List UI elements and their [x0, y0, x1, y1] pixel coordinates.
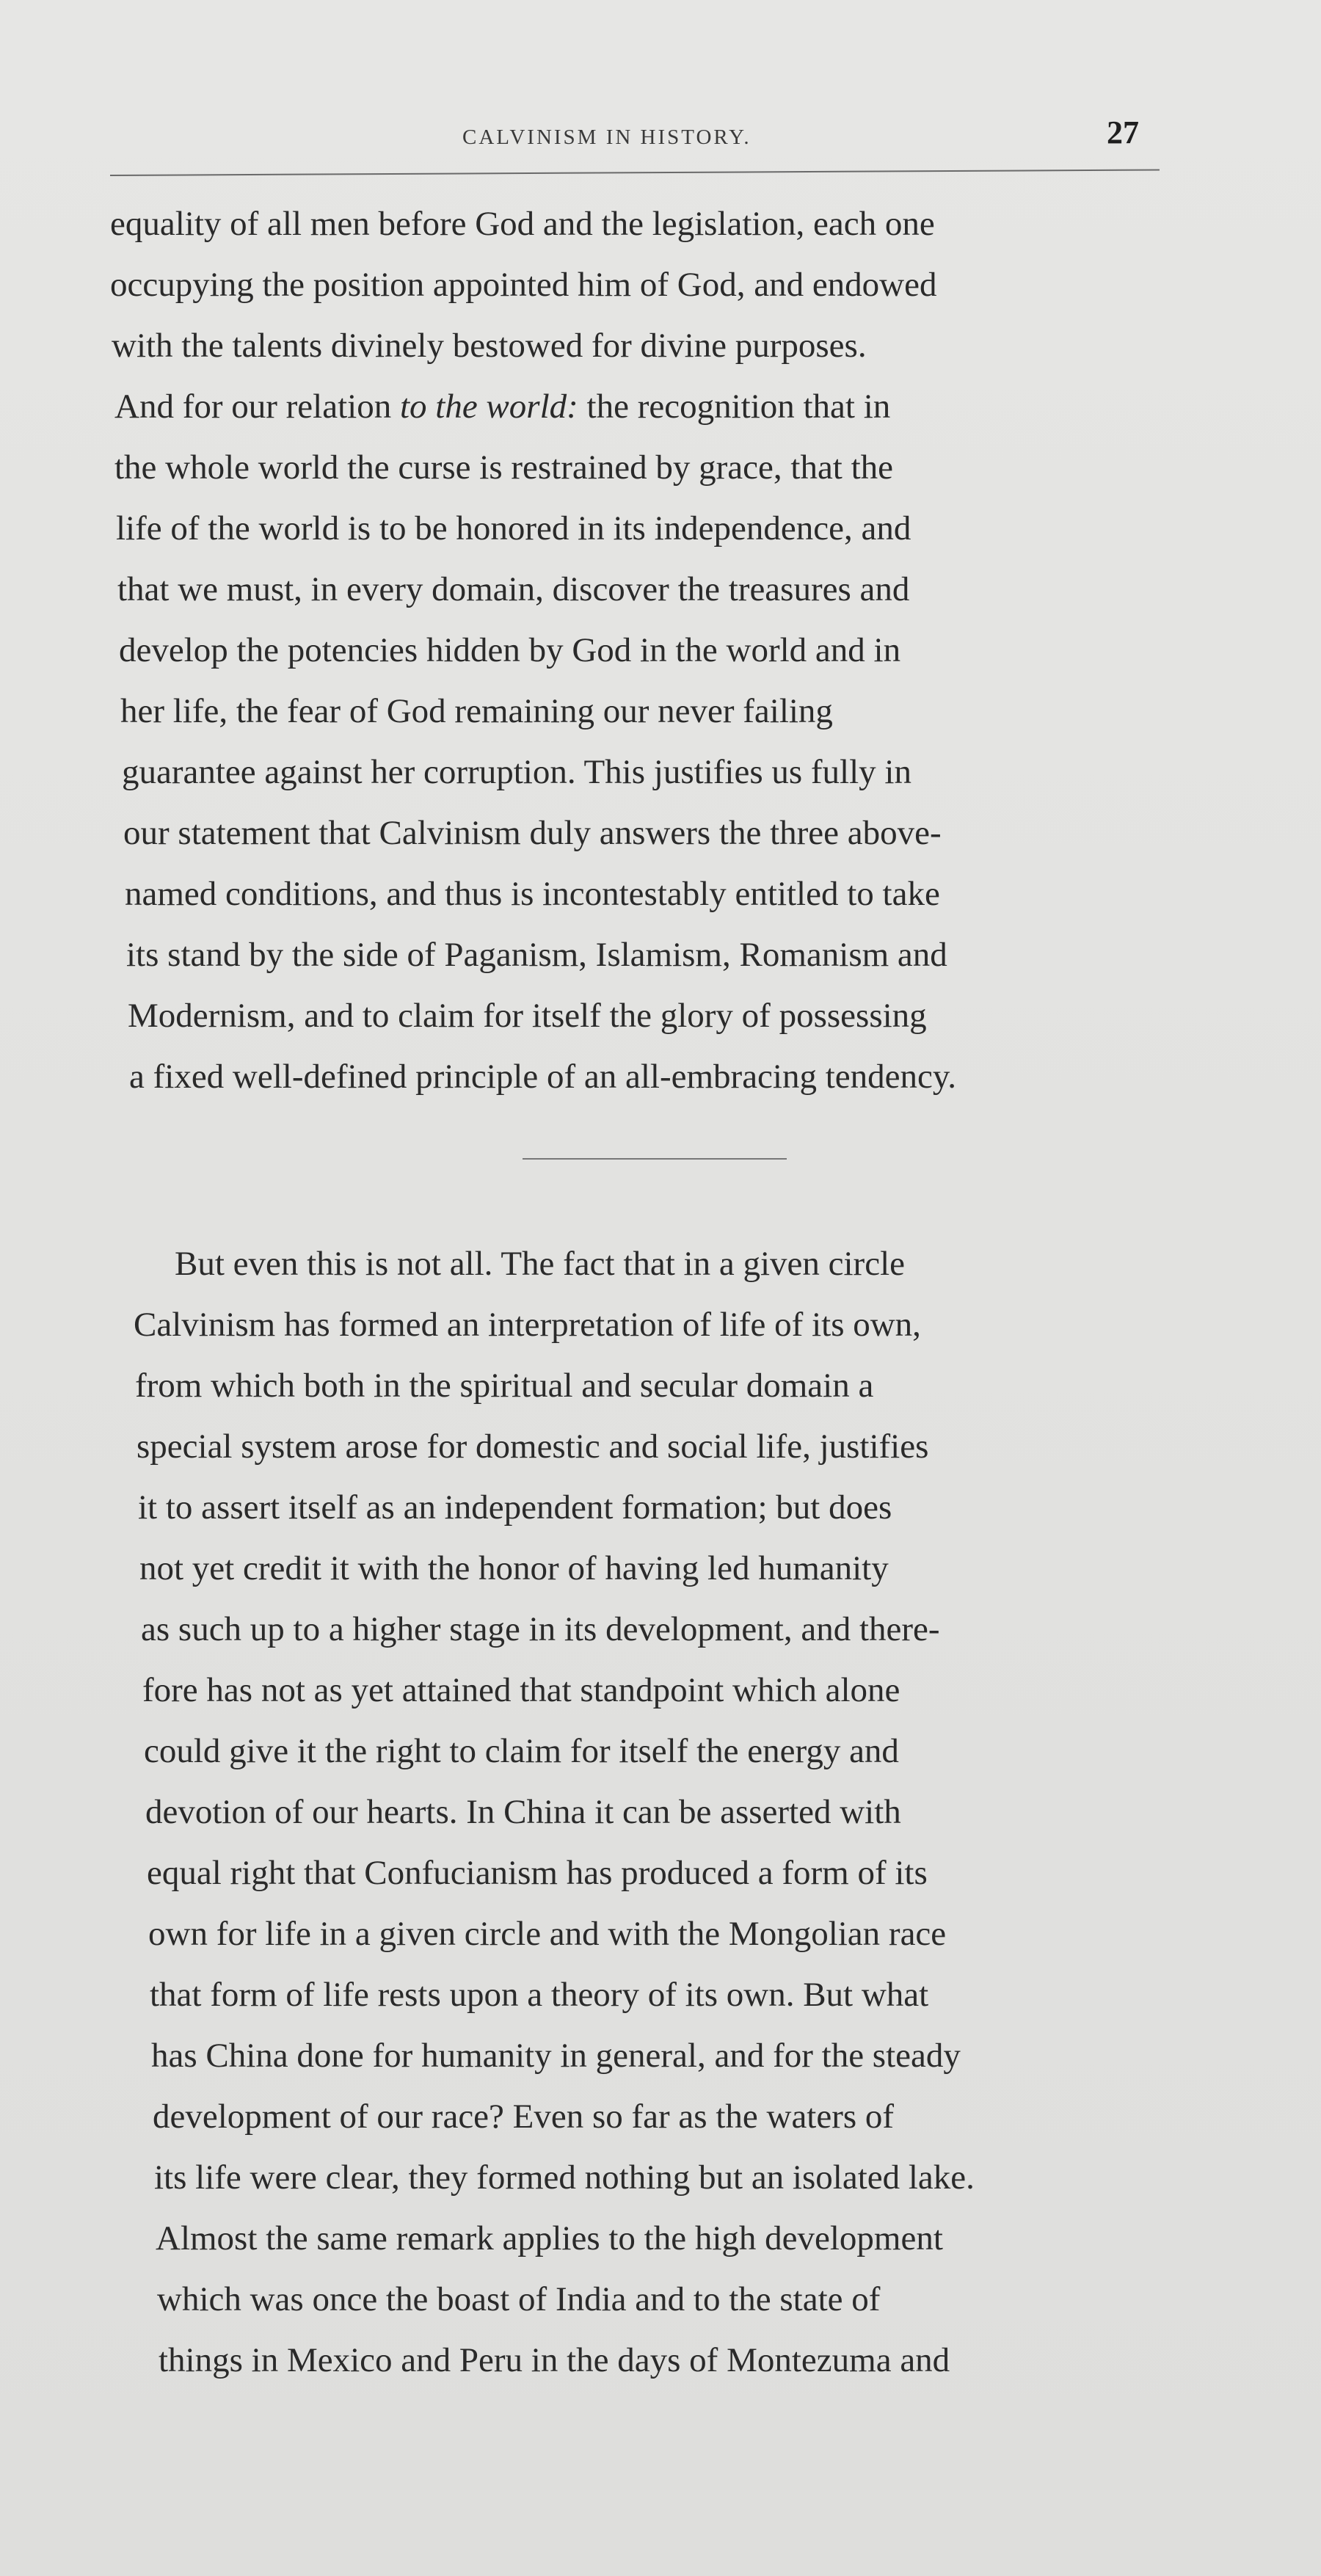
- header-rule: [110, 170, 1160, 176]
- text-line: things in Mexico and Peru in the days of Montezuma and: [159, 2341, 950, 2379]
- text-line: with the talents divinely bestowed for divine purposes.: [112, 327, 867, 365]
- text-line: Almost the same remark applies to the high development: [156, 2219, 943, 2257]
- text-line: its life were clear, they formed nothing but an isolated lake.: [154, 2158, 975, 2197]
- text-line: equality of all men before God and the legislation, each one: [110, 205, 935, 243]
- italic-phrase: to the world:: [399, 388, 578, 426]
- text-line: has China done for humanity in general, and for the steady: [151, 2037, 961, 2075]
- text-line: occupying the position appointed him of God, and endowed: [110, 266, 937, 304]
- text-line: which was once the boast of India and to the state of: [157, 2280, 881, 2318]
- text-line: that we must, in every domain, discover the treasures and: [117, 570, 910, 608]
- text-line: But even this is not all. The fact that in a given circle: [175, 1245, 905, 1283]
- text-line: not yet credit it with the honor of having led humanity: [139, 1549, 889, 1587]
- text-line: our statement that Calvinism duly answers the three above-: [123, 814, 942, 852]
- text-line: could give it the right to claim for itself the energy and: [144, 1732, 899, 1770]
- text-line: Calvinism has formed an interpretation of life of its own,: [134, 1306, 921, 1344]
- text-line: it to assert itself as an independent formation; but does: [138, 1488, 892, 1527]
- text-line: her life, the fear of God remaining our never failing: [120, 692, 833, 730]
- text-line: own for life in a given circle and with the Mongolian race: [148, 1915, 947, 1953]
- text-run: the recognition that in: [586, 388, 891, 426]
- text-line: that form of life rests upon a theory of its own. But what: [150, 1976, 929, 2014]
- text-line: develop the potencies hidden by God in the world and in: [119, 631, 901, 669]
- text-line: its stand by the side of Paganism, Islamism, Romanism and: [126, 936, 947, 974]
- text-line: as such up to a higher stage in its development, and there-: [141, 1610, 940, 1648]
- running-head: [0, 114, 1321, 165]
- text-line: fore has not as yet attained that standpoint which alone: [142, 1671, 900, 1709]
- text-line: life of the world is to be honored in its independence, and: [116, 509, 911, 547]
- text-line: development of our race? Even so far as the waters of: [153, 2097, 895, 2136]
- text-line: devotion of our hearts. In China it can be asserted with: [145, 1793, 901, 1831]
- text-run: And for our relation: [114, 388, 400, 426]
- text-line: special system arose for domestic and social life, justifies: [137, 1427, 929, 1466]
- text-line: named conditions, and thus is incontestably entitled to take: [125, 875, 940, 913]
- text-line: from which both in the spiritual and secular domain a: [135, 1367, 874, 1405]
- text-line: equal right that Confucianism has produced a form of its: [147, 1854, 928, 1892]
- text-line: the whole world the curse is restrained by grace, that the: [114, 448, 894, 487]
- page-number: 27: [1107, 114, 1139, 150]
- text-line: guarantee against her corruption. This justifies us fully in: [122, 753, 911, 791]
- text-line: [114, 385, 890, 429]
- running-title: CALVINISM IN HISTORY.: [462, 125, 752, 149]
- text-line: a fixed well-defined principle of an all-embracing tendency.: [129, 1058, 957, 1096]
- text-line: Modernism, and to claim for itself the glory of possessing: [128, 997, 927, 1035]
- section-divider: [523, 1158, 787, 1160]
